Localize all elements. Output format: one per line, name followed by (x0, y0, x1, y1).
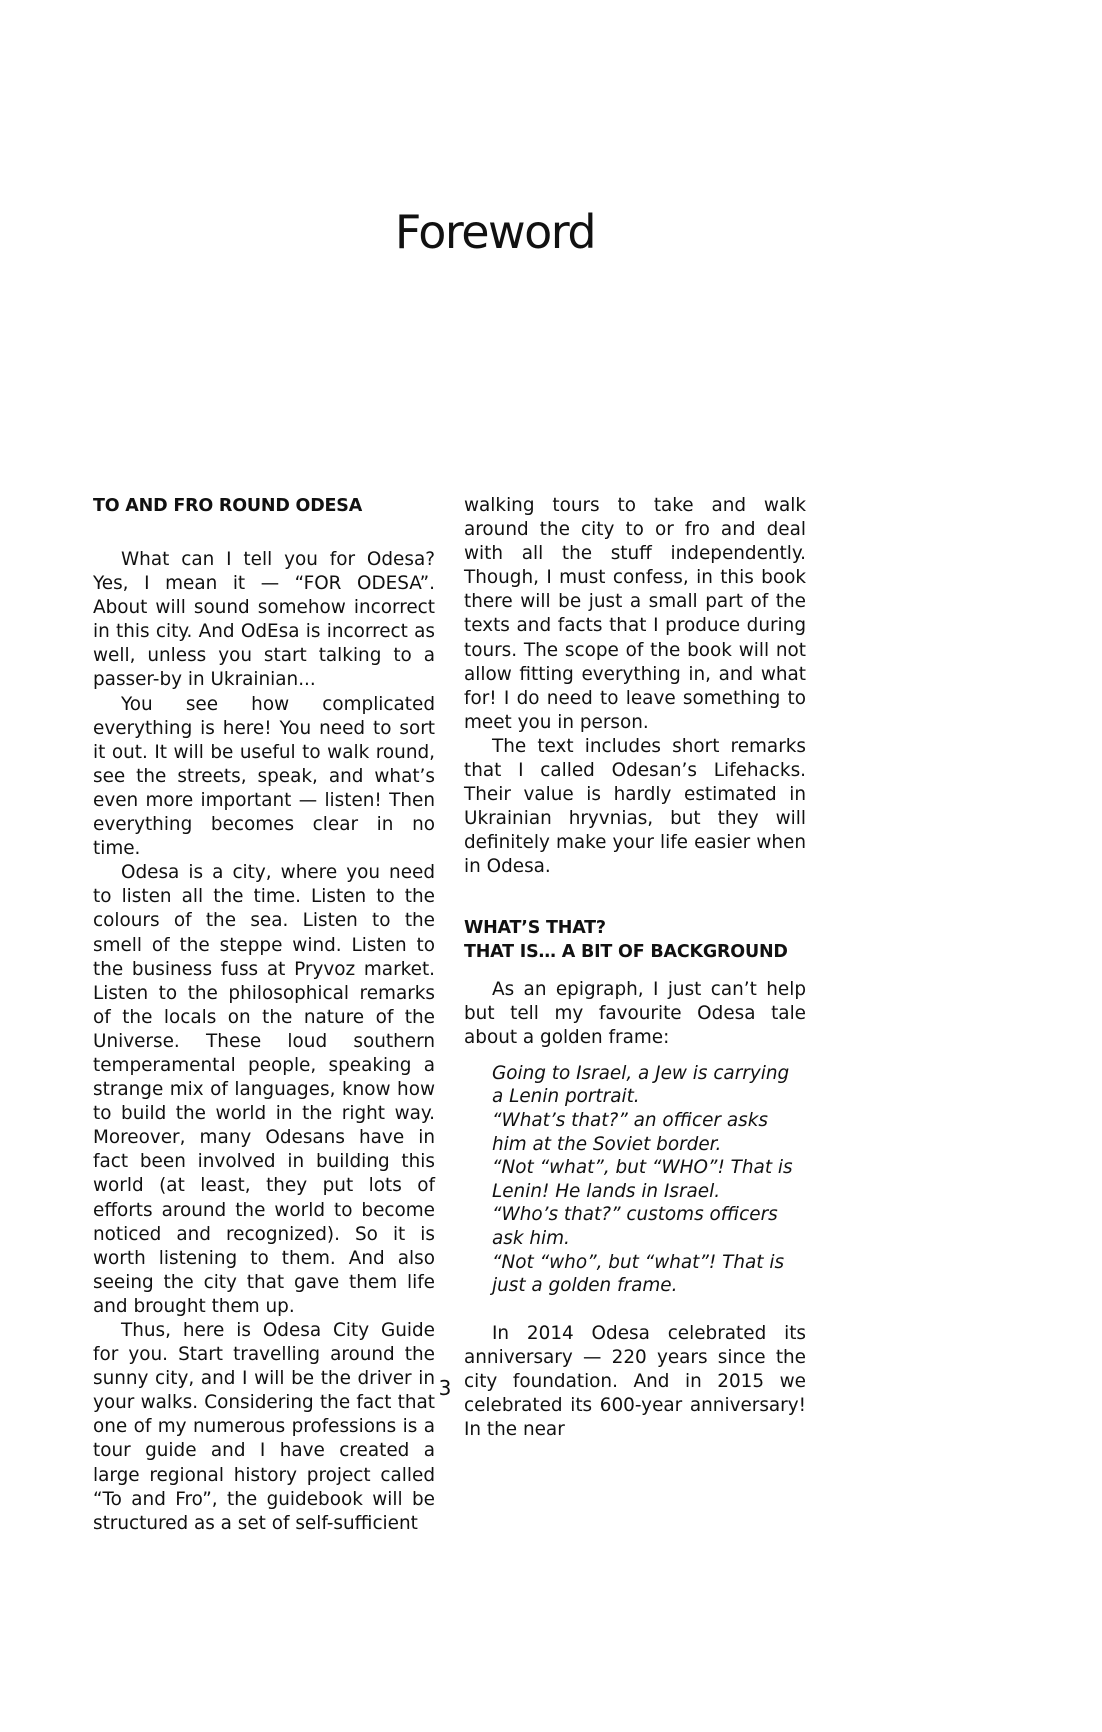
epigraph-quote (492, 1062, 806, 1298)
section-heading-to-and-fro: TO AND FRO ROUND ODESA (93, 496, 363, 516)
paragraph-continuation: walking tours to take and walk around the city to or fro and deal with all the stuff independently. Though, I must confess, in this book there will be just a small part of the texts and facts that I produce during tours. The scope of the book will not allow fitting everything in, and what for! I do need to leave something to meet you in person. (464, 495, 806, 733)
quote-line: Going to Israel, a Jew is carrying a Lenin portrait. (492, 1062, 790, 1108)
heading-line: WHAT’S THAT? (464, 917, 606, 938)
paragraph: The text includes short remarks that I called Odesan’s Lifehacks. Their value is hardly estimated in Ukrainian hryvnias, but they will definitely make your life easier when in Odesa. (464, 735, 806, 878)
paragraph: Thus, here is Odesa City Guide for you. Start travelling around the sunny city, and I will be the driver in your walks. Considering the fact that one of my numerous professions is a tour guide and I have created a large regional history project called “To and Fro”, the guidebook will be structured as a set of self-sufficient (93, 1320, 435, 1534)
quote-line: “Who’s that?” customs officers ask him. (492, 1204, 778, 1249)
section-heading-whats-that (464, 916, 806, 964)
paragraph: You see how complicated everything is here! You need to sort it out. It will be useful to walk round, see the streets, speak, and what’s even more important — listen! Then everything becomes clear in no time. (93, 693, 435, 860)
paragraph: Odesa is a city, where you need to listen all the time. Listen to the colours of the sea. Listen to the smell of the steppe wind. Listen to the business fuss at Pryvoz market. Listen to the philosophical remarks of the locals on the nature of the Universe. These loud southern temperamental people, speaking a strange mix of languages, know how to build the world in the right way. Moreover, many Odesans have in fact been involved in building this world (at least, they put lots of efforts around the world to become noticed and recognized). So it is worth listening to them. And also seeing the city that gave them life and brought them up. (93, 862, 435, 1317)
page-title: Foreword (394, 204, 596, 259)
page-number: 3 (438, 1376, 452, 1400)
quote-line: “Not “what”, but “WHO”! That is Lenin! He lands in Israel. (492, 1157, 793, 1202)
heading-line: THAT IS… A BIT OF BACKGROUND (464, 941, 788, 962)
right-column (464, 494, 806, 1442)
paragraph: In 2014 Odesa celebrated its anniversary — 220 years since the city foundation. And in 2015 we celebrated its 600-year anniversary! In the near (464, 1322, 806, 1441)
paragraph: What can I tell you for Odesa? Yes, I mean it — “FOR ODESA”. About will sound somehow incorrect in this city. And OdEsa is incorrect as well, unless you start talking to a passer-by in Ukrainian... (93, 549, 435, 691)
quote-line: “Not “who”, but “what”! That is just a golden frame. (492, 1251, 785, 1297)
quote-line: “What’s that?” an officer asks him at the Soviet border. (492, 1109, 768, 1155)
paragraph: As an epigraph, I just can’t help but tell my favourite Odesa tale about a golden frame: (464, 978, 806, 1048)
